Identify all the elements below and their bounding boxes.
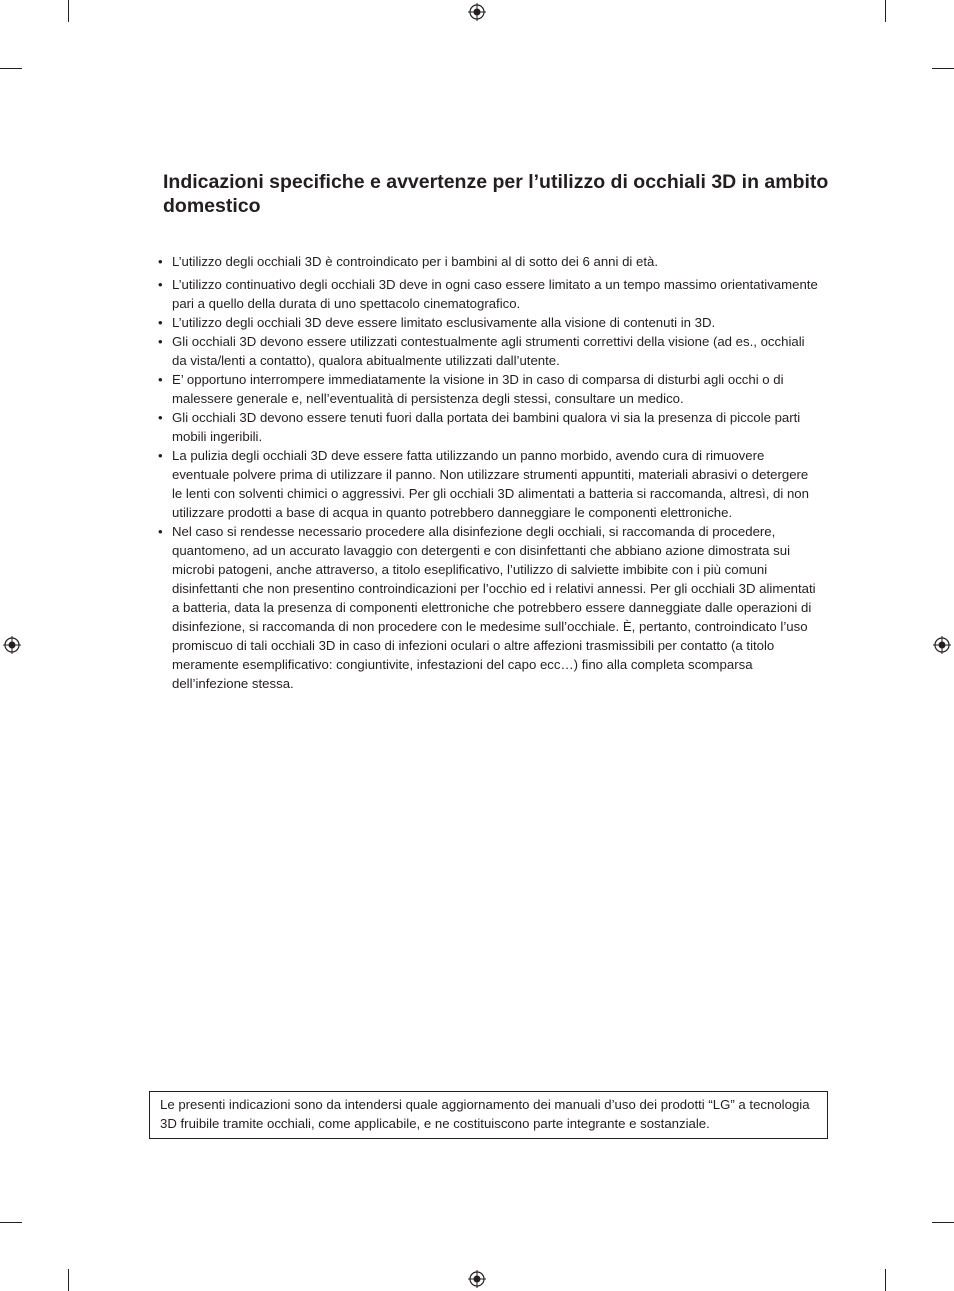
registration-mark-icon-bottom [468, 1270, 486, 1288]
bullet: • [158, 410, 163, 425]
list-item [158, 252, 818, 271]
list-item-text: La pulizia degli occhiali 3D deve essere fatta utilizzando un panno morbido, avendo cura di rimuovere eventuale polvere prima di utilizzare il panno. Non utilizzare strumenti appuntiti, materiali abrasivi o detergere le lenti con solventi chimici o aggressivi. Per gli occhiali 3D alimentati a batteria si raccomanda, altresì, di non utilizzare prodotti a base di acqua in quanto potrebbero danneggiare le componenti elettroniche. [172, 448, 809, 520]
bullet: • [158, 372, 163, 387]
crop-mark-top-right-v [885, 0, 886, 22]
list-item [158, 313, 818, 332]
crop-mark-bottom-right-h [932, 1222, 954, 1223]
list-item [158, 370, 818, 408]
document-title: Indicazioni specifiche e avvertenze per l’utilizzo di occhiali 3D in ambito domestico [163, 171, 829, 217]
crop-mark-bottom-left-h [0, 1222, 22, 1223]
warnings-list [158, 252, 818, 693]
crop-mark-bottom-left-v [68, 1269, 69, 1291]
bullet: • [158, 254, 163, 269]
list-item-text: E’ opportuno interrompere immediatamente la visione in 3D in caso di comparsa di disturbi agli occhi o di malessere generale e, nell’eventualità di persistenza degli stessi, consultare un medico. [172, 372, 784, 406]
list-item [158, 446, 818, 522]
list-item-text: Nel caso si rendesse necessario procedere alla disinfezione degli occhiali, si raccomanda di procedere, quantomeno, ad un accurato lavaggio con detergenti e con disinfettanti che abbiano azione dimostrata sui microbi patogeni, anche attraverso, a titolo eseplificativo, l’utilizzo di salviette imbibite con i più comuni disinfettanti che non presentino controindicazioni per l’occhio ed i relativi annessi. Per gli occhiali 3D alimentati a batteria, data la presenza di componenti elettroniche che potrebbero essere danneggiate dalle operazioni di disinfezione, si raccomanda di non procedere con le medesime sull’occhiale. È, pertanto, controindicato l’uso promiscuo di tali occhiali 3D in caso di infezioni oculari o altre affezioni trasmissibili per contatto (a titolo meramente esemplificativo: congiuntivite, infestazioni del capo ecc…) fino alla completa scomparsa dell’infezione stessa. [172, 524, 816, 691]
list-item-text: L’utilizzo degli occhiali 3D deve essere limitato esclusivamente alla visione di contenuti in 3D. [172, 315, 716, 330]
crop-mark-top-left-h [0, 68, 22, 69]
list-item-text: Gli occhiali 3D devono essere utilizzati contestualmente agli strumenti correttivi della visione (ad es., occhiali da vista/lenti a contatto), qualora abitualmente utilizzati dall’utente. [172, 334, 805, 368]
crop-mark-bottom-right-v [885, 1269, 886, 1291]
note-text: Le presenti indicazioni sono da intendersi quale aggiornamento dei manuali d’uso dei prodotti “LG” a tecnologia 3D fruibile tramite occhiali, come applicabile, e ne costituiscono parte integrante e sostanziale. [160, 1097, 810, 1131]
crop-mark-top-left-v [68, 0, 69, 22]
list-item-text: L’utilizzo degli occhiali 3D è controindicato per i bambini al di sotto dei 6 anni di età. [172, 254, 659, 269]
bullet: • [158, 524, 163, 539]
registration-mark-icon-left [3, 636, 21, 654]
list-item [158, 275, 818, 313]
registration-mark-icon-top [468, 3, 486, 21]
bullet: • [158, 315, 163, 330]
bullet: • [158, 277, 163, 292]
crop-mark-top-right-h [932, 68, 954, 69]
list-item-text: Gli occhiali 3D devono essere tenuti fuori dalla portata dei bambini qualora vi sia la presenza di piccole parti mobili ingeribili. [172, 410, 801, 444]
list-item [158, 408, 818, 446]
bullet: • [158, 448, 163, 463]
list-item-text: L’utilizzo continuativo degli occhiali 3D deve in ogni caso essere limitato a un tempo massimo orientativamente pari a quello della durata di uno spettacolo cinematografico. [172, 277, 818, 311]
registration-mark-icon-right [933, 636, 951, 654]
list-item [158, 332, 818, 370]
list-item [158, 522, 818, 693]
note-box [149, 1091, 828, 1139]
bullet: • [158, 334, 163, 349]
